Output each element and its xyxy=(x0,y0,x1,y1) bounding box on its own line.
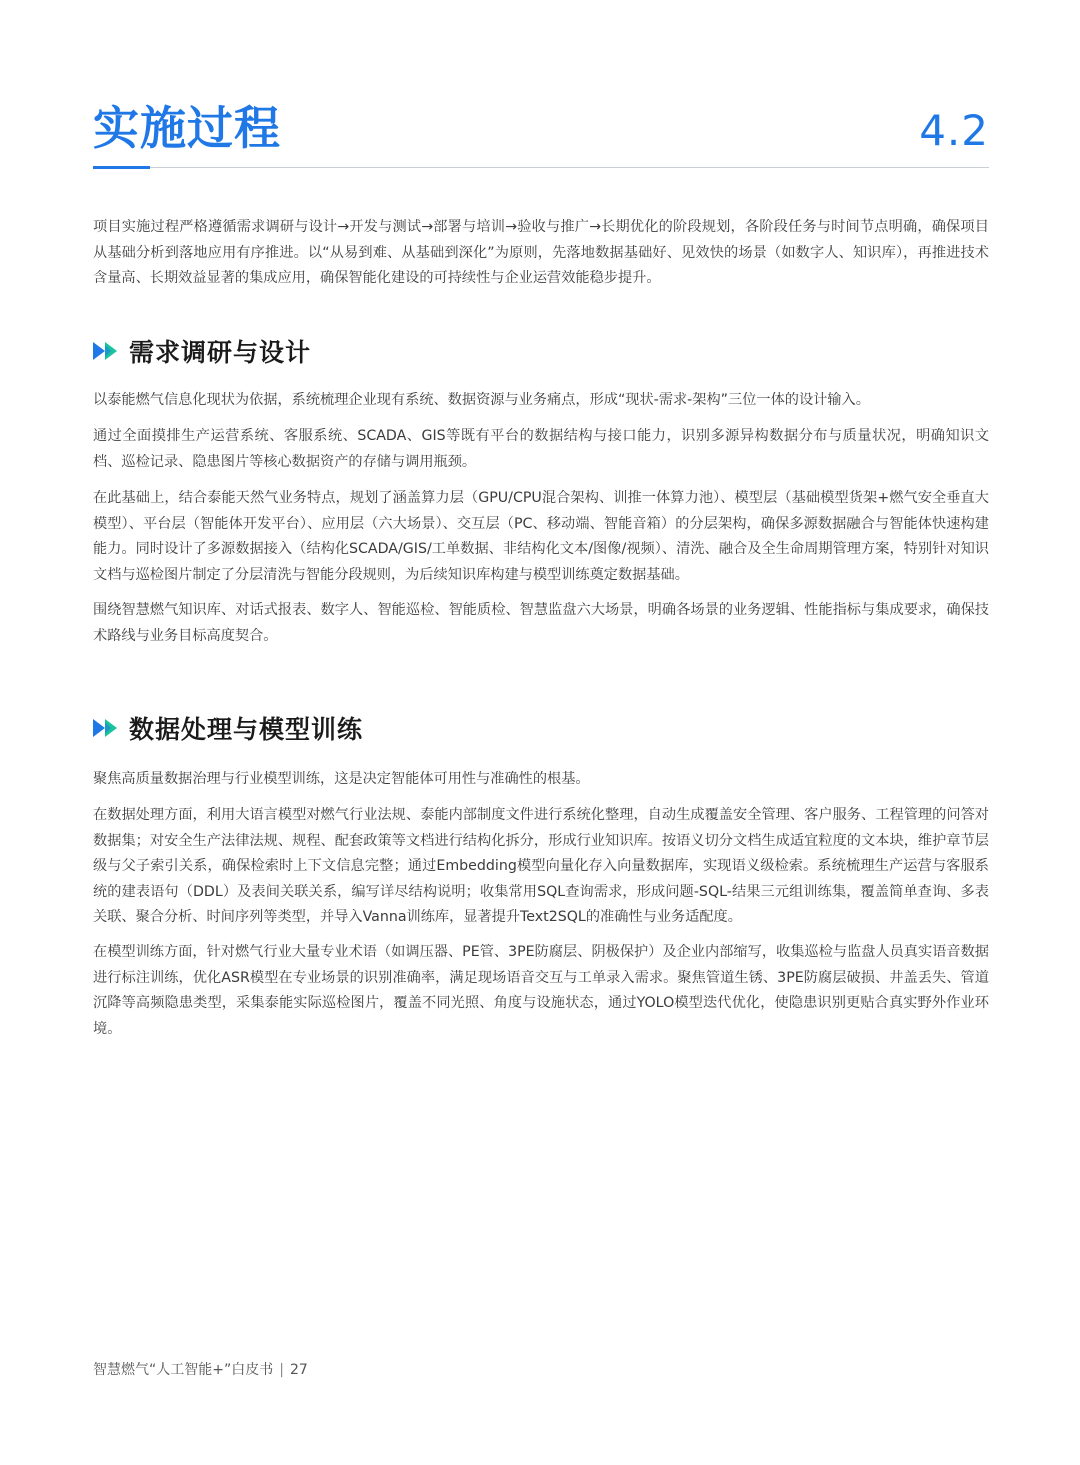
publication-title: 智慧燃气“人工智能+”白皮书 xyxy=(93,1362,274,1378)
paragraph: 以泰能燃气信息化现状为依据，系统梳理企业现有系统、数据资源与业务痛点，形成“现状-需求-架构”三位一体的设计输入。 xyxy=(93,392,870,408)
section-number: 4.2 xyxy=(919,106,989,155)
paragraph: 在数据处理方面，利用大语言模型对燃气行业法规、泰能内部制度文件进行系统化整理，自动生成覆盖安全管理、客户服务、工程管理的问答对数据集；对安全生产法律法规、规程、配套政策等文档进行结构化拆分，形成行业知识库。按语义切分文档生成适宜粒度的文本块，维护章节层级与父子索引关系，确保检索时上下文信息完整；通过Embedding模型向量化存入向量数据库，实现语义级检索。系统梳理生产运营与客服系统的建表语句（DDL）及表间关联关系，编写详尽结构说明；收集常用SQL查询需求，形成问题-SQL-结果三元组训练集，覆盖简单查询、多表关联、聚合分析、时间序列等类型，并导入Vanna训练库，显著提升Text2SQL的准确性与业务适配度。 xyxy=(93,807,989,925)
footer-separator: | xyxy=(279,1362,284,1378)
section-heading-text: 数据处理与模型训练 xyxy=(129,715,364,744)
intro-paragraph: 项目实施过程严格遵循需求调研与设计→开发与测试→部署与培训→验收与推广→长期优化的阶段规划，各阶段任务与时间节点明确，确保项目从基础分析到落地应用有序推进。以“从易到难、从基础到深化”为原则，先落地数据基础好、见效快的场景（如数字人、知识库），再推进技术含量高、长期效益显著的集成应用，确保智能化建设的可持续性与企业运营效能稳步提升。 xyxy=(93,219,989,286)
page-number: 27 xyxy=(289,1362,308,1378)
page-footer xyxy=(93,1359,308,1381)
paragraph: 聚焦高质量数据治理与行业模型训练，这是决定智能体可用性与准确性的根基。 xyxy=(93,771,590,787)
paragraph: 通过全面摸排生产运营系统、客服系统、SCADA、GIS等既有平台的数据结构与接口能力，识别多源异构数据分布与质量状况，明确知识文档、巡检记录、隐患图片等核心数据资产的存储与调用瓶颈。 xyxy=(93,428,989,470)
title-divider xyxy=(150,167,989,168)
double-chevron-icon xyxy=(93,341,121,361)
paragraph: 在模型训练方面，针对燃气行业大量专业术语（如调压器、PE管、3PE防腐层、阴极保护）及企业内部缩写，收集巡检与监盘人员真实语音数据进行标注训练，优化ASR模型在专业场景的识别准确率，满足现场语音交互与工单录入需求。聚焦管道生锈、3PE防腐层破损、井盖丢失、管道沉降等高频隐患类型，采集泰能实际巡检图片，覆盖不同光照、角度与设施状态，通过YOLO模型迭代优化，使隐患识别更贴合真实野外作业环境。 xyxy=(93,944,989,1037)
page-title: 实施过程 xyxy=(93,101,281,155)
double-chevron-icon xyxy=(93,718,121,738)
page-header xyxy=(93,98,989,170)
paragraph: 在此基础上，结合泰能天然气业务特点，规划了涵盖算力层（GPU/CPU混合架构、训推一体算力池）、模型层（基础模型货架+燃气安全垂直大模型）、平台层（智能体开发平台）、应用层（六大场景）、交互层（PC、移动端、智能音箱）的分层架构，确保多源数据融合与智能体快速构建能力。同时设计了多源数据接入（结构化SCADA/GIS/工单数据、非结构化文本/图像/视频）、清洗、融合及全生命周期管理方案，特别针对知识文档与巡检图片制定了分层清洗与智能分段规则，为后续知识库构建与模型训练奠定数据基础。 xyxy=(93,490,989,583)
title-underline-accent xyxy=(93,166,150,169)
paragraph: 围绕智慧燃气知识库、对话式报表、数字人、智能巡检、智能质检、智慧监盘六大场景，明确各场景的业务逻辑、性能指标与集成要求，确保技术路线与业务目标高度契合。 xyxy=(93,602,989,644)
section-heading-data-processing xyxy=(93,711,363,745)
section-heading-requirements xyxy=(93,334,311,368)
section-heading-text: 需求调研与设计 xyxy=(129,338,312,367)
